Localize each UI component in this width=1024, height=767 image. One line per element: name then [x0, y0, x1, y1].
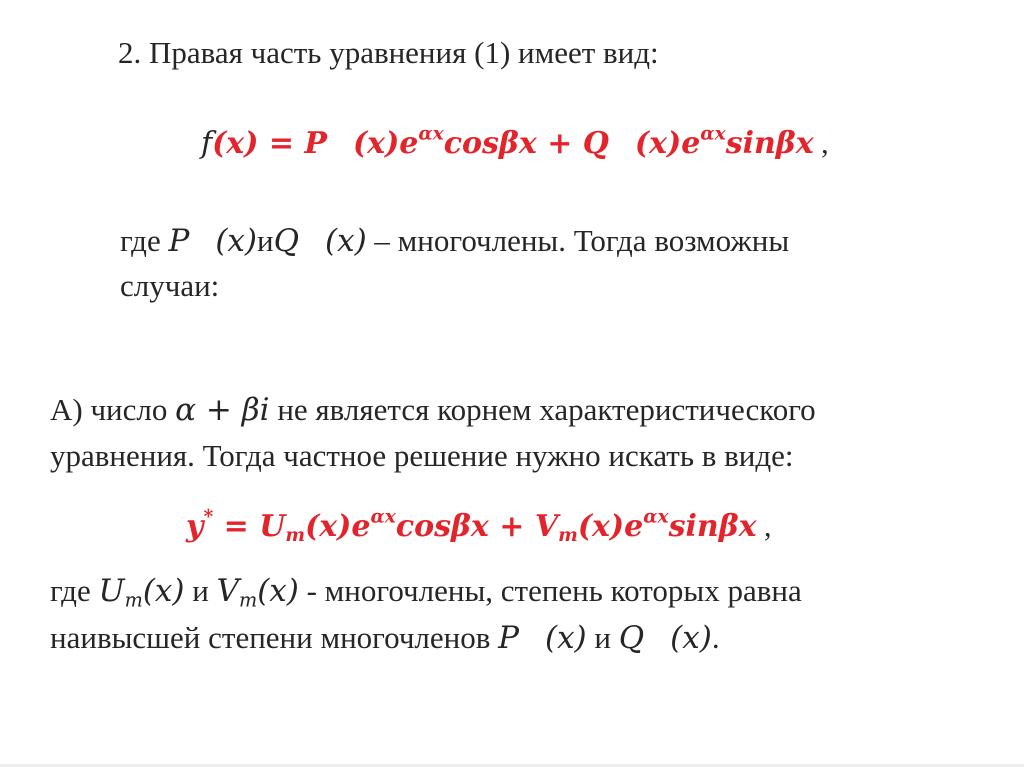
case-a-prefix: А) число [50, 392, 176, 427]
case-a-where-line-2 [50, 618, 720, 658]
y-V-sub: m [558, 525, 578, 547]
case-a-where-V-sub: m [238, 588, 258, 612]
y-Ux: (x)e [305, 509, 371, 544]
case-a-line-1 [50, 390, 816, 430]
case-a-where2-end: . [711, 620, 720, 655]
case-a-where-U: U [98, 573, 125, 609]
case-a-expr: α + βi [175, 392, 270, 428]
case-a-where-Vx: (x) [257, 573, 299, 609]
case-a-where-and: и [184, 573, 217, 608]
f-symbol: f [201, 126, 213, 161]
y-V: V [534, 509, 559, 544]
f-equals: = [258, 126, 305, 161]
section-heading: 2. Правая часть уравнения (1) имеет вид: [118, 35, 659, 70]
y-sin: sinβx [668, 509, 757, 544]
f-Px: (x)e [352, 126, 419, 161]
y-equals: = [213, 509, 260, 544]
where-P: P [168, 223, 190, 259]
case-a-where2-and: и [586, 620, 619, 655]
case-a-where-U-sub: m [124, 588, 143, 612]
y-U-sub: m [285, 525, 306, 547]
case-a-where-line-1 [50, 571, 802, 611]
y-exp1: αx [370, 506, 396, 528]
case-a-where2-Px: (x) [544, 620, 587, 656]
f-P: P [304, 126, 327, 161]
y-star: * [203, 506, 214, 528]
case-a-where-V: V [216, 573, 239, 609]
f-plus: + [536, 126, 583, 161]
f-sin: sinβx [725, 126, 814, 161]
y-plus: + [488, 509, 535, 544]
case-a-line-2: уравнения. Тогда частное решение нужно искать в виде: [50, 438, 794, 473]
f-exp1: αx [418, 123, 444, 145]
where-and: и [256, 223, 274, 258]
case-a-where2-Qx: (x) [670, 620, 712, 656]
y-exp2: αx [643, 506, 669, 528]
f-trail: , [813, 127, 829, 160]
case-a-where-rest: - многочлены, степень которых равна [298, 573, 802, 608]
f-Q: Q [582, 126, 609, 161]
where-line-1 [120, 221, 789, 261]
where-Q: Q [273, 223, 299, 259]
where-Px: (x) [215, 223, 257, 259]
case-a-where2-prefix: наивысшей степени многочленов [50, 620, 499, 655]
f-arg: (x) [212, 126, 259, 161]
where-rest: – многочлены. Тогда возможны [366, 223, 790, 258]
where-Qx: (x) [325, 223, 367, 259]
y-cos: cosβx [395, 509, 489, 544]
formula-f [201, 124, 829, 164]
y-Vx: (x)e [577, 509, 644, 544]
case-a-where2-Q: Q [618, 620, 645, 656]
case-a-where-prefix: где [50, 573, 99, 608]
y-U: U [259, 509, 286, 544]
y-symbol: y [186, 509, 204, 544]
case-a-where2-P: P [498, 620, 519, 656]
case-a-rest: не является корнем характеристического [269, 392, 816, 427]
where-line-2: случаи: [120, 268, 220, 303]
where-prefix: где [120, 223, 169, 258]
f-cos: cosβx [443, 126, 537, 161]
formula-y [186, 507, 772, 547]
y-trail: , [756, 510, 772, 543]
f-Qx: (x)e [634, 126, 701, 161]
f-exp2: αx [700, 123, 726, 145]
case-a-where-Ux: (x) [142, 573, 185, 609]
